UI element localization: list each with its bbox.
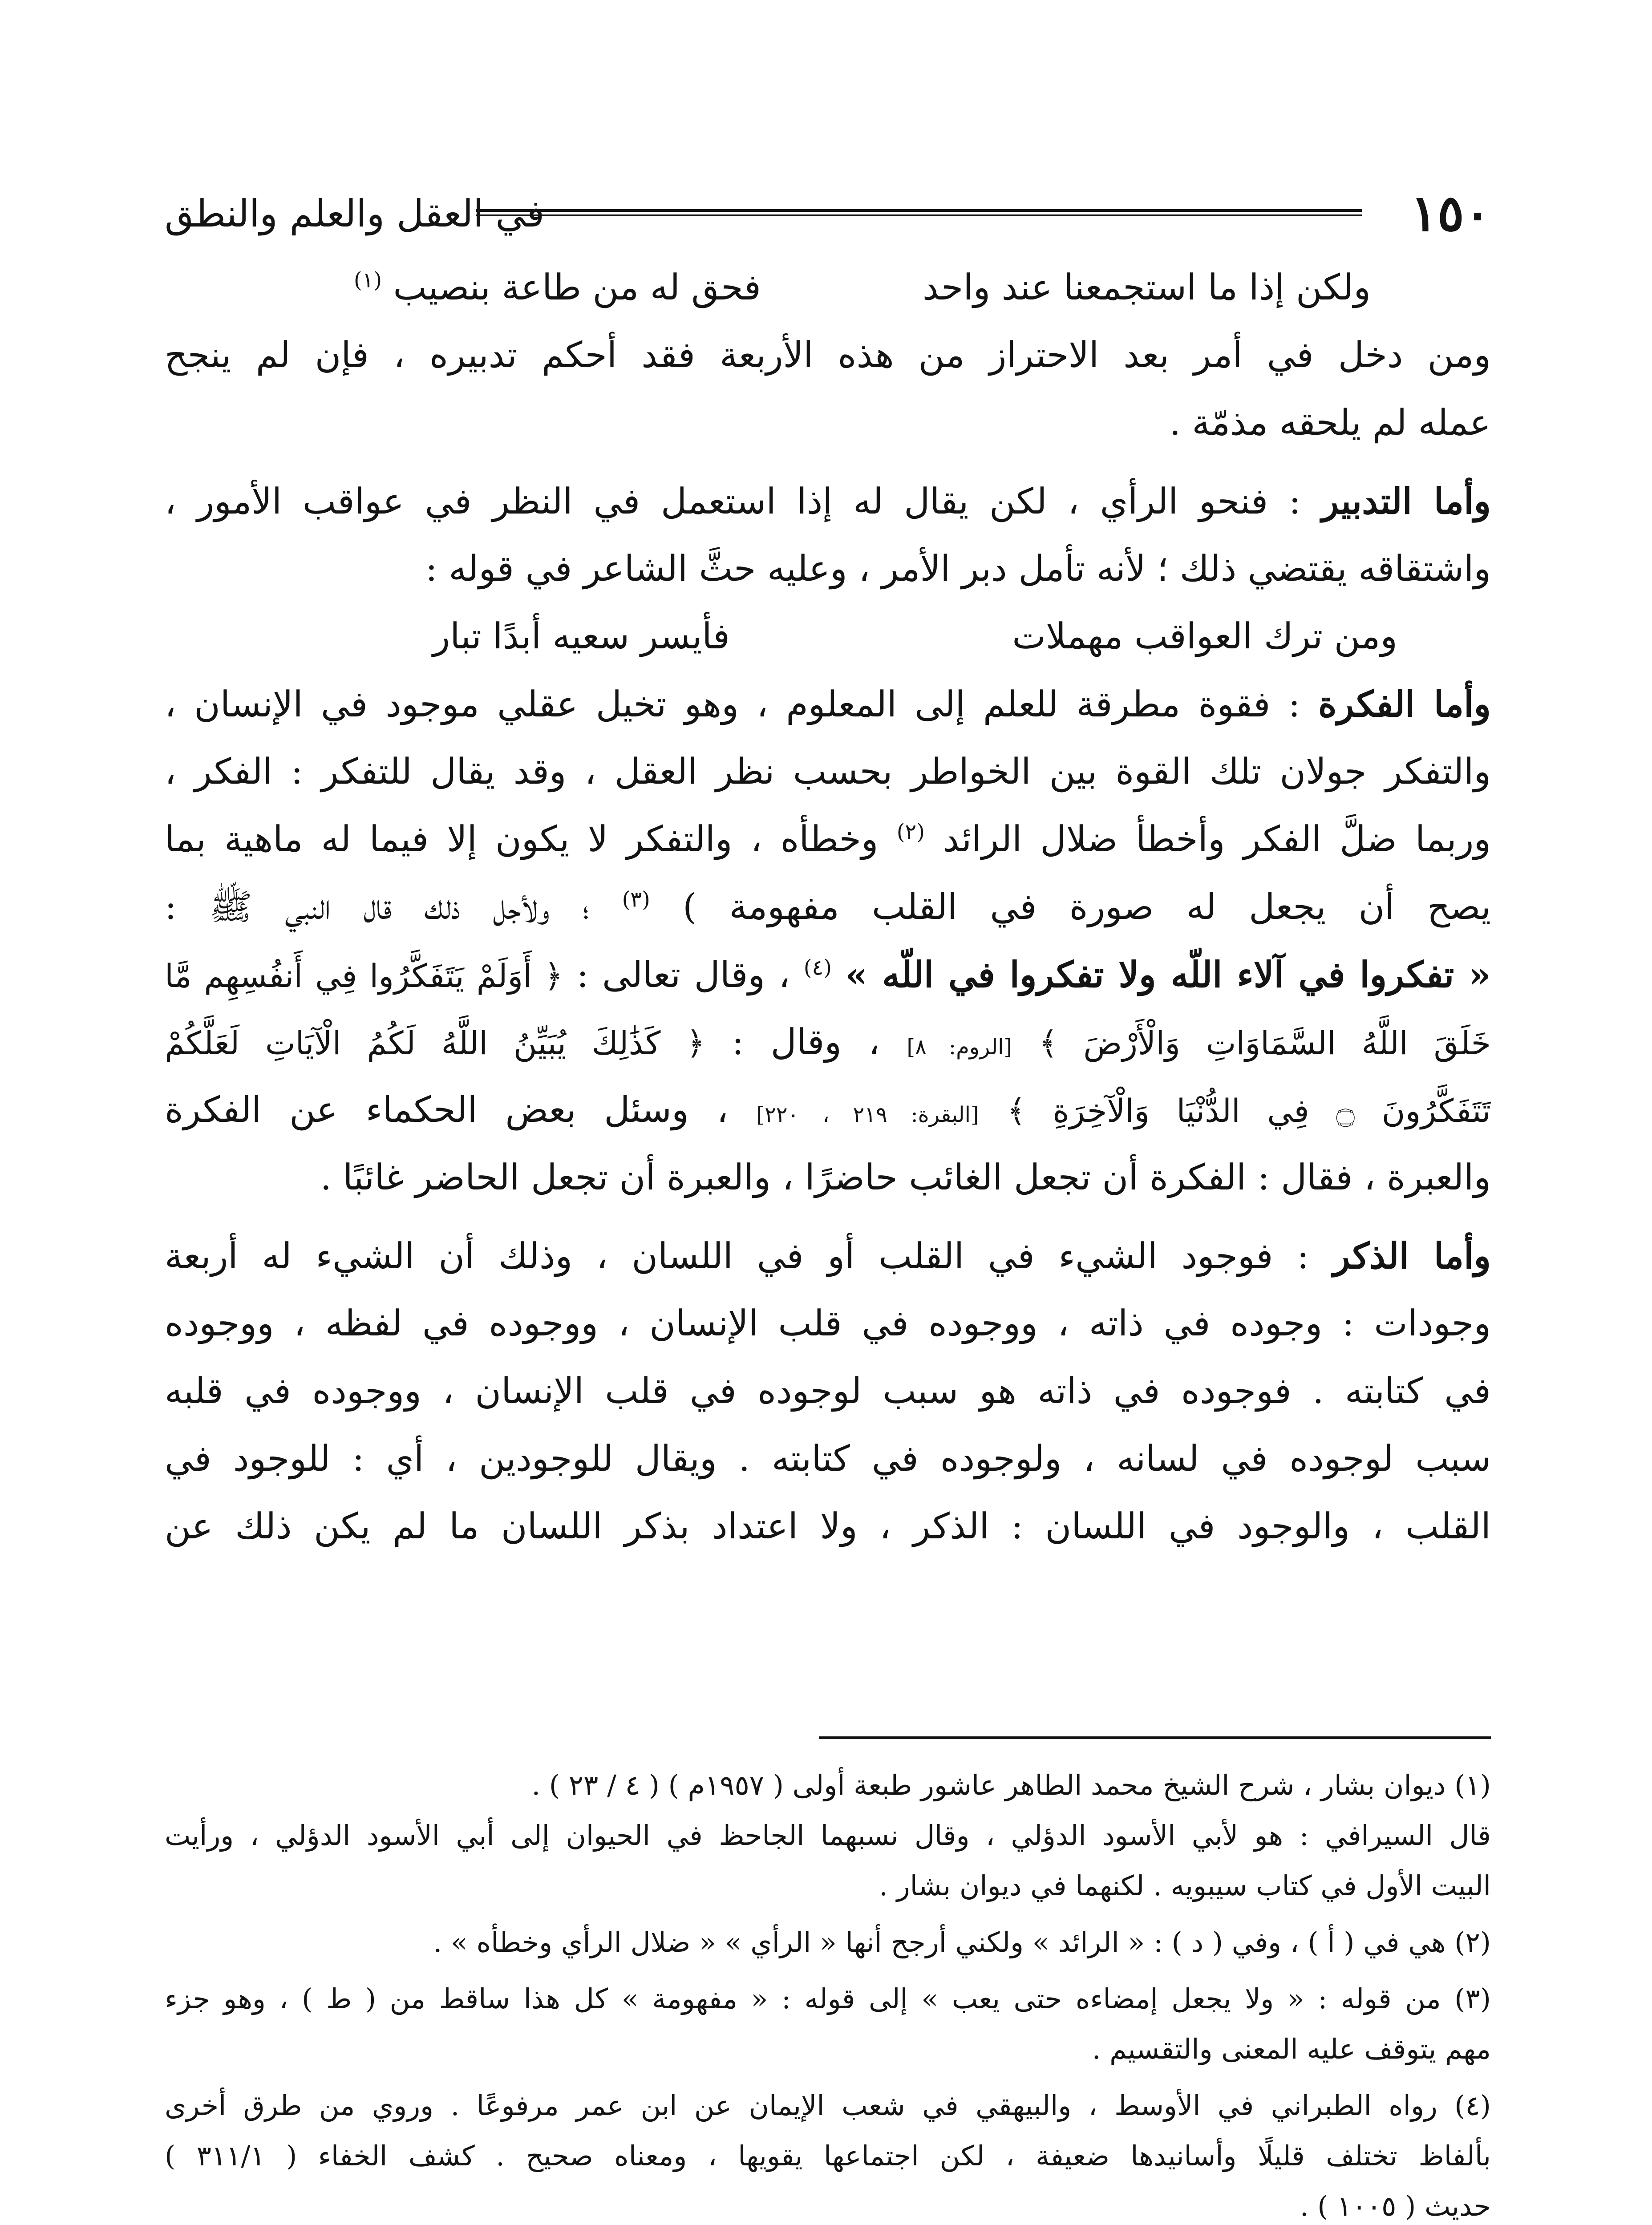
footnote-separator — [819, 1736, 1491, 1739]
paragraph-line: تَتَفَكَّرُونَ ۝ فِي الدُّنْيَا وَالْآخِرَةِ ﴾ [البقرة: ٢١٩ ، ٢٢٠] ، وسئل بعض الحكماء عن الفكرة — [165, 1089, 1491, 1130]
main-text — [165, 254, 1491, 1560]
paragraph-line: القلب ، والوجود في اللسان : الذكر ، ولا اعتداد بذكر اللسان ما لم يكن ذلك عن — [165, 1505, 1491, 1547]
hadith-text: « تفكروا في آلاء اللّه ولا تفكروا في اللّه » — [845, 954, 1491, 995]
footnote-line: (٤) رواه الطبراني في الأوسط ، والبيهقي في شعب الإيمان عن ابن عمر مرفوعًا . وروي من طرق أخرى — [165, 2089, 1491, 2122]
paragraph-line: سبب لوجوده في لسانه ، ولوجوده في كتابته . ويقال للوجودين ، أي : للوجود في — [165, 1438, 1491, 1479]
footnote-line: بألفاظ تختلف قليلًا وأسانيدها ضعيفة ، لكن اجتماعها يقويها ، ومعناه صحيح . كشف الخفاء ( ٣١١/١ ) — [165, 2140, 1491, 2172]
footnote-ref-2: (٢) — [896, 819, 925, 845]
verse-hemistich-1: ولكن إذا ما استجمعنا عند واحد — [922, 267, 1371, 308]
poem-verse-1 — [165, 254, 1491, 321]
footnote-line: (١) ديوان بشار ، شرح الشيخ محمد الطاهر عاشور طبعة أولى ( ١٩٥٧م ) ( ٤ / ٢٣ ) . — [531, 1769, 1491, 1801]
term-tadbir: وأما التدبير — [1321, 480, 1491, 522]
running-header — [165, 178, 1491, 249]
quran-verse: تَتَفَكَّرُونَ ۝ فِي الدُّنْيَا وَالْآخِرَةِ ﴾ — [1007, 1092, 1491, 1129]
footnote-line: قال السيرافي : هو لأبي الأسود الدؤلي ، وقال نسبهما الجاحظ في الحيوان إلى أبي الأسود الدؤلي ، ورأيت — [165, 1819, 1491, 1852]
quran-verse: خَلَقَ اللَّهُ السَّمَاوَاتِ وَالْأَرْضَ ﴾ — [1039, 1024, 1491, 1062]
paragraph-line: « تفكروا في آلاء اللّه ولا تفكروا في اللّه » $^{(٤)}$ ، وقال تعالى : ﴿ أَوَلَمْ يَتَفَكَّرُوا فِي أَنفُسِهِم مَّا — [165, 954, 1491, 995]
poem-verse-2 — [165, 603, 1491, 670]
footnote-ref-1: (١) — [353, 267, 382, 293]
footnote-line: (٣) من قوله : « ولا يجعل إمضاءه حتى يعب » إلى قوله : « مفهومة » كل هذا ساقط من ( ط ) ، وهو جزء — [165, 1982, 1491, 2015]
paragraph-line: وجودات : وجوده في ذاته ، ووجوده في قلب الإنسان ، ووجوده في لفظه ، ووجوده — [165, 1303, 1491, 1344]
footnote-line: (٢) هي في ( أ ) ، وفي ( د ) : « الرائد » ولكني أرجح أنها « الرأي » « ضلال الرأي وخطأه » . — [433, 1926, 1491, 1958]
footnote-line: البيت الأول في كتاب سيبويه . لكنهما في ديوان بشار . — [879, 1869, 1491, 1902]
paragraph-line: عمله لم يلحقه مذمّة . — [1169, 402, 1491, 443]
paragraph-line: وأما الفكرة : فقوة مطرقة للعلم إلى المعلوم ، وهو تخيل عقلي موجود في الإنسان ، — [165, 683, 1491, 725]
paragraph-line: في كتابته . فوجوده في ذاته هو سبب لوجوده في قلب الإنسان ، ووجوده في قلبه — [165, 1370, 1491, 1412]
paragraph-line: وأما الذكر : فوجود الشيء في القلب أو في اللسان ، وذلك أن الشيء له أربعة — [165, 1235, 1491, 1277]
page-number: ١٥٠ — [1410, 184, 1491, 243]
footnote-line: حديث ( ١٠٠٥ ) . — [1300, 2190, 1491, 2222]
paragraph-line: والتفكر جولان تلك القوة بين الخواطر بحسب نظر العقل ، وقد يقال للتفكر : الفكر ، — [165, 751, 1491, 792]
paragraph-line: ومن دخل في أمر بعد الاحتراز من هذه الأربعة فقد أحكم تدبيره ، فإن لم ينجح — [165, 334, 1491, 376]
footnote-ref-4: (٤) — [803, 955, 832, 980]
verse-hemistich-2: فحق له من طاعة بنصيب $^{(١)}$ — [353, 267, 761, 308]
paragraph-line: وربما ضلَّ الفكر وأخطأ ضلال الرائد $^{(٢)}$ وخطأه ، والتفكر لا يكون إلا فيما له ماهية بما — [165, 818, 1491, 860]
footnote-line: مهم يتوقف عليه المعنى والتقسيم . — [1092, 2033, 1491, 2065]
quran-citation: [البقرة: ٢١٩ ، ٢٢٠] — [756, 1102, 979, 1127]
paragraph-line: واشتقاقه يقتضي ذلك ؛ لأنه تأمل دبر الأمر ، وعليه حثَّ الشاعر في قوله : — [425, 548, 1491, 589]
chapter-title: في العقل والعلم والنطق — [165, 192, 545, 235]
quran-citation: [الروم: ٨] — [907, 1035, 1012, 1060]
quran-verse: ﴿ كَذَٰلِكَ يُبَيِّنُ اللَّهُ لَكُمُ الْآيَاتِ لَعَلَّكُمْ — [165, 1024, 705, 1062]
verse-hemistich-1: ومن ترك العواقب مهملات — [1012, 615, 1397, 657]
verse-hemistich-2: فأيسر سعيه أبدًا تبار — [433, 615, 730, 657]
term-fikra: وأما الفكرة — [1318, 683, 1491, 725]
paragraph-line: والعبرة ، فقال : الفكرة أن تجعل الغائب حاضرًا ، والعبرة أن تجعل الحاضر غائبًا . — [320, 1157, 1491, 1198]
paragraph-line: يصح أن يجعل له صورة في القلب مفهومة ) $^{(٣)}$ ؛ ولأجل ذلك قال النبي ﷺ : — [165, 886, 1491, 927]
term-dhikr: وأما الذكر — [1332, 1235, 1491, 1277]
footnotes — [165, 1760, 1491, 2225]
quran-verse: ﴿ أَوَلَمْ يَتَفَكَّرُوا فِي أَنفُسِهِم مَّا — [165, 957, 563, 995]
footnote-ref-3: (٣) — [622, 887, 650, 912]
paragraph-line: وأما التدبير : فنحو الرأي ، لكن يقال له إذا استعمل في النظر في عواقب الأمور ، — [165, 480, 1491, 522]
header-rule — [476, 209, 1362, 216]
paragraph-line: خَلَقَ اللَّهُ السَّمَاوَاتِ وَالْأَرْضَ ﴾ [الروم: ٨] ، وقال : ﴿ كَذَٰلِكَ يُبَيِّنُ اللَّهُ لَكُمُ الْآيَاتِ لَعَلَّكُمْ — [165, 1021, 1491, 1063]
